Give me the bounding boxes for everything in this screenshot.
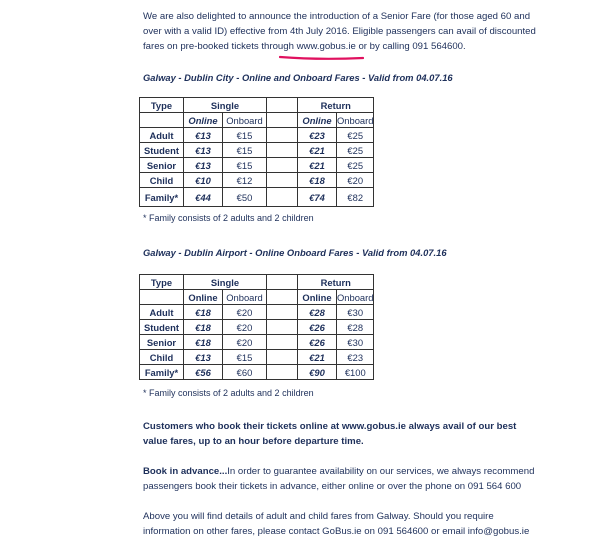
single-online-cell: €18	[184, 320, 223, 335]
single-onboard-cell: €15	[223, 128, 267, 143]
return-onboard-cell: €28	[337, 320, 374, 335]
return-online-cell: €21	[298, 158, 337, 173]
single-onboard-cell: €15	[223, 350, 267, 365]
table2-heading: Galway - Dublin Airport - Online Onboard Fares - Valid from 04.07.16	[143, 247, 447, 258]
spacer-cell	[267, 128, 298, 143]
type-cell: Student	[140, 320, 184, 335]
return-online-cell: €90	[298, 365, 337, 380]
return-online-cell: €18	[298, 173, 337, 188]
return-onboard-cell: €20	[337, 173, 374, 188]
single-online-header: Online	[184, 113, 223, 128]
single-onboard-cell: €50	[223, 188, 267, 207]
return-online-cell: €23	[298, 128, 337, 143]
spacer-cell	[267, 98, 298, 113]
single-onboard-header: Onboard	[223, 113, 267, 128]
airport-fares-table	[139, 274, 374, 380]
table-subheader-row	[140, 113, 374, 128]
single-online-cell: €10	[184, 173, 223, 188]
type-cell: Child	[140, 173, 184, 188]
advance-bold: Book in advance...	[143, 466, 228, 477]
type-cell: Family*	[140, 365, 184, 380]
return-online-cell: €28	[298, 305, 337, 320]
table-subheader-row	[140, 290, 374, 305]
single-online-cell: €13	[184, 350, 223, 365]
return-onboard-cell: €25	[337, 143, 374, 158]
table-row	[140, 320, 374, 335]
spacer-cell	[267, 350, 298, 365]
return-onboard-cell: €82	[337, 188, 374, 207]
city-fares-table	[139, 97, 374, 207]
intro-text-after: or by calling 091 564600.	[355, 41, 466, 52]
email-link[interactable]: info@gobus.ie	[467, 526, 530, 537]
return-online-cell: €21	[298, 350, 337, 365]
spacer-cell	[267, 365, 298, 380]
return-onboard-cell: €23	[337, 350, 374, 365]
single-onboard-cell: €60	[223, 365, 267, 380]
return-onboard-header: Onboard	[337, 291, 374, 303]
single-online-cell: €44	[184, 188, 223, 207]
advance-text: In order to guarantee availability on our services, we always recommend passengers book their tickets in advance, either online or over the phone on 091 564 600	[143, 466, 535, 492]
table-header-row	[140, 275, 374, 290]
single-onboard-cell: €20	[223, 305, 267, 320]
spacer-cell	[267, 305, 298, 320]
highlight-underline	[279, 55, 364, 61]
single-online-cell: €18	[184, 305, 223, 320]
gobus-link[interactable]: www.gobus.ie	[296, 41, 356, 52]
type-cell: Senior	[140, 335, 184, 350]
spacer-cell	[267, 335, 298, 350]
empty-cell	[140, 113, 184, 128]
single-header: Single	[184, 275, 267, 290]
spacer-cell	[267, 143, 298, 158]
table-row	[140, 158, 374, 173]
return-online-cell: €21	[298, 143, 337, 158]
table-header-row	[140, 98, 374, 113]
table-row	[140, 188, 374, 207]
spacer-cell	[267, 158, 298, 173]
table-row	[140, 365, 374, 380]
return-online-header: Online	[298, 290, 337, 305]
single-online-header: Online	[184, 290, 223, 305]
spacer-cell	[267, 173, 298, 188]
return-header: Return	[298, 98, 374, 113]
table-row	[140, 335, 374, 350]
table-row	[140, 305, 374, 320]
single-onboard-cell: €12	[223, 173, 267, 188]
book-in-advance	[143, 464, 543, 494]
footer-note	[143, 509, 543, 539]
spacer-cell	[267, 275, 298, 290]
return-onboard-cell: €30	[337, 335, 374, 350]
footer-text: Above you will find details of adult and child fares from Galway. Should you require information on other fares, please contact GoBus.ie on 091 564600 or email	[143, 511, 494, 537]
type-cell: Student	[140, 143, 184, 158]
table-row	[140, 143, 374, 158]
single-onboard-cell: €20	[223, 335, 267, 350]
return-online-cell: €26	[298, 320, 337, 335]
single-online-cell: €13	[184, 158, 223, 173]
spacer-cell	[267, 290, 298, 305]
single-onboard-header: Onboard	[223, 290, 267, 305]
table-row	[140, 173, 374, 188]
return-onboard-cell: €30	[337, 305, 374, 320]
single-online-cell: €13	[184, 143, 223, 158]
return-onboard-header: Onboard	[337, 114, 374, 126]
empty-cell	[140, 290, 184, 305]
type-header: Type	[140, 275, 184, 290]
return-onboard-cell: €25	[337, 128, 374, 143]
return-header: Return	[298, 275, 374, 290]
type-cell: Senior	[140, 158, 184, 173]
single-online-cell: €56	[184, 365, 223, 380]
family-note: * Family consists of 2 adults and 2 children	[143, 213, 314, 223]
type-cell: Adult	[140, 128, 184, 143]
intro-text-before: We are also delighted to announce the introduction of a Senior Fare (for those aged 60 and over with a valid ID) effective from 4th July 2016. Eligible passengers can avail of discounted fares on pre-booked tickets through	[143, 11, 536, 52]
type-cell: Adult	[140, 305, 184, 320]
customers-note: Customers who book their tickets online at www.gobus.ie always avail of our best value fares, up to an hour before departure time.	[143, 421, 517, 447]
spacer-cell	[267, 188, 298, 207]
table-row	[140, 128, 374, 143]
single-online-cell: €13	[184, 128, 223, 143]
type-cell: Child	[140, 350, 184, 365]
return-onboard-cell: €100	[337, 365, 374, 380]
spacer-cell	[267, 320, 298, 335]
type-cell: Family*	[140, 188, 184, 207]
single-online-cell: €18	[184, 335, 223, 350]
type-header: Type	[140, 98, 184, 113]
return-online-header: Online	[298, 113, 337, 128]
senior-fare-intro	[143, 9, 543, 54]
single-onboard-cell: €20	[223, 320, 267, 335]
table-row	[140, 350, 374, 365]
single-header: Single	[184, 98, 267, 113]
family-note: * Family consists of 2 adults and 2 children	[143, 388, 314, 398]
single-onboard-cell: €15	[223, 158, 267, 173]
return-online-cell: €26	[298, 335, 337, 350]
single-onboard-cell: €15	[223, 143, 267, 158]
spacer-cell	[267, 113, 298, 128]
return-onboard-cell: €25	[337, 158, 374, 173]
return-online-cell: €74	[298, 188, 337, 207]
table1-heading: Galway - Dublin City - Online and Onboard Fares - Valid from 04.07.16	[143, 72, 453, 83]
